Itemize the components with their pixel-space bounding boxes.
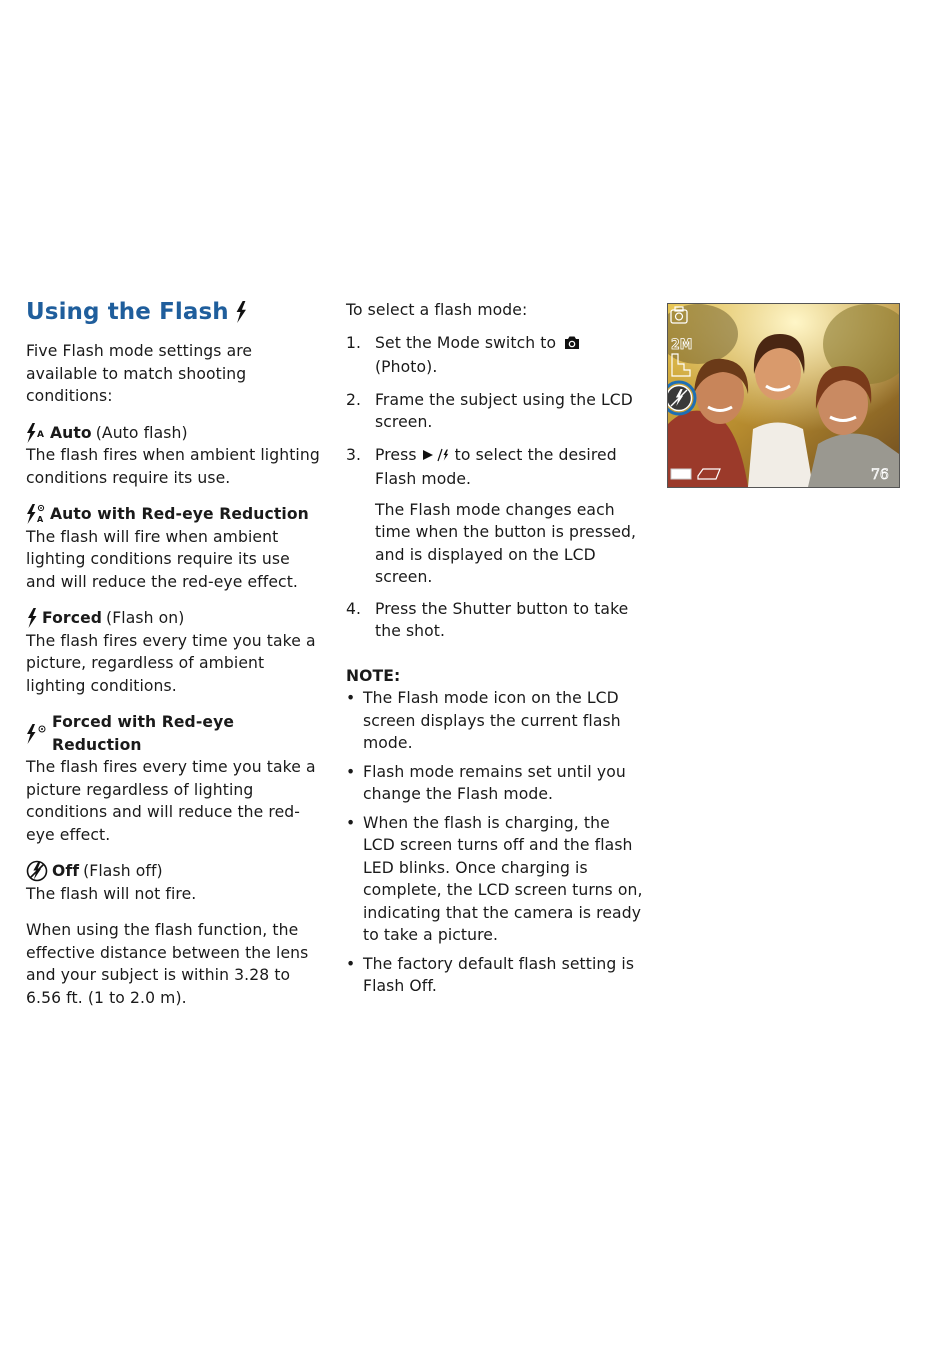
step3-detail: The Flash mode changes each time when the button is pressed, and is displayed on the LCD screen. bbox=[375, 500, 637, 586]
flash-mode-indicator-icon bbox=[668, 382, 695, 414]
mode-forced: Forced (Flash on) The flash fires every time you take a picture, regardless of ambient lighting conditions. bbox=[26, 609, 316, 695]
lcd-screen-photo bbox=[667, 303, 900, 488]
flash-icon bbox=[235, 301, 247, 323]
flash-forced-red-eye-icon bbox=[26, 724, 48, 744]
note-item: • When the flash is charging, the LCD screen turns off and the flash LED blinks. Once charging is complete, the LCD screen turns on, indicating that the camera is ready to take a picture. bbox=[346, 813, 643, 944]
intro-text: Five Flash mode settings are available to match shooting conditions: bbox=[26, 342, 253, 405]
step-item: 1. Set the Mode switch to (Photo). bbox=[346, 332, 646, 379]
select-intro: To select a flash mode: bbox=[346, 301, 528, 319]
shots-remaining: 76 bbox=[871, 467, 889, 483]
flash-off-icon bbox=[26, 860, 48, 882]
note-item: • The Flash mode icon on the LCD screen displays the current flash mode. bbox=[346, 689, 621, 752]
middle-column bbox=[346, 299, 646, 1004]
step-item: 2. Frame the subject using the LCD screen. bbox=[346, 390, 633, 431]
steps-list bbox=[346, 332, 646, 491]
left-column bbox=[26, 297, 321, 1009]
battery-icon bbox=[671, 469, 691, 479]
mode-off: Off (Flash off) The flash will not fire. bbox=[26, 862, 197, 903]
mode-auto-red-eye: A Auto with Red-eye Reduction The flash will fire when ambient lighting conditions require its use and will reduce the red-eye effect. bbox=[26, 505, 309, 591]
note-heading: NOTE: bbox=[346, 666, 401, 685]
note-item: • The factory default flash setting is Flash Off. bbox=[346, 954, 635, 995]
flash-forced-icon bbox=[26, 608, 38, 628]
step-item: 4. Press the Shutter button to take the shot. bbox=[346, 599, 629, 640]
svg-text:A: A bbox=[37, 515, 44, 525]
step-item: 3. Press to select the desired Flash mode. bbox=[346, 445, 617, 488]
play-flash-button-icon bbox=[422, 446, 450, 469]
svg-text:A: A bbox=[37, 429, 45, 440]
note-item: • Flash mode remains set until you change the Flash mode. bbox=[346, 762, 626, 803]
resolution-label: 2M bbox=[671, 337, 693, 353]
page-title: Using the Flash bbox=[26, 297, 321, 327]
distance-note: When using the flash function, the effective distance between the lens and your subject is within 3.28 to 6.56 ft. (1 to 2.0 m). bbox=[26, 921, 309, 1007]
notes-list bbox=[346, 687, 646, 998]
mode-forced-red-eye: Forced with Red-eye Reduction The flash fires every time you take a picture regardless of lighting conditions and will reduce the red-eye effect. bbox=[26, 713, 316, 844]
flash-auto-red-eye-icon bbox=[26, 504, 46, 524]
camera-icon bbox=[563, 334, 581, 357]
lcd-photo-illustration bbox=[668, 304, 899, 487]
steps-list-continued bbox=[346, 598, 646, 643]
mode-auto: A Auto (Auto flash) The flash fires when ambient lighting conditions require its use. bbox=[26, 423, 320, 487]
flash-auto-icon bbox=[26, 423, 46, 443]
